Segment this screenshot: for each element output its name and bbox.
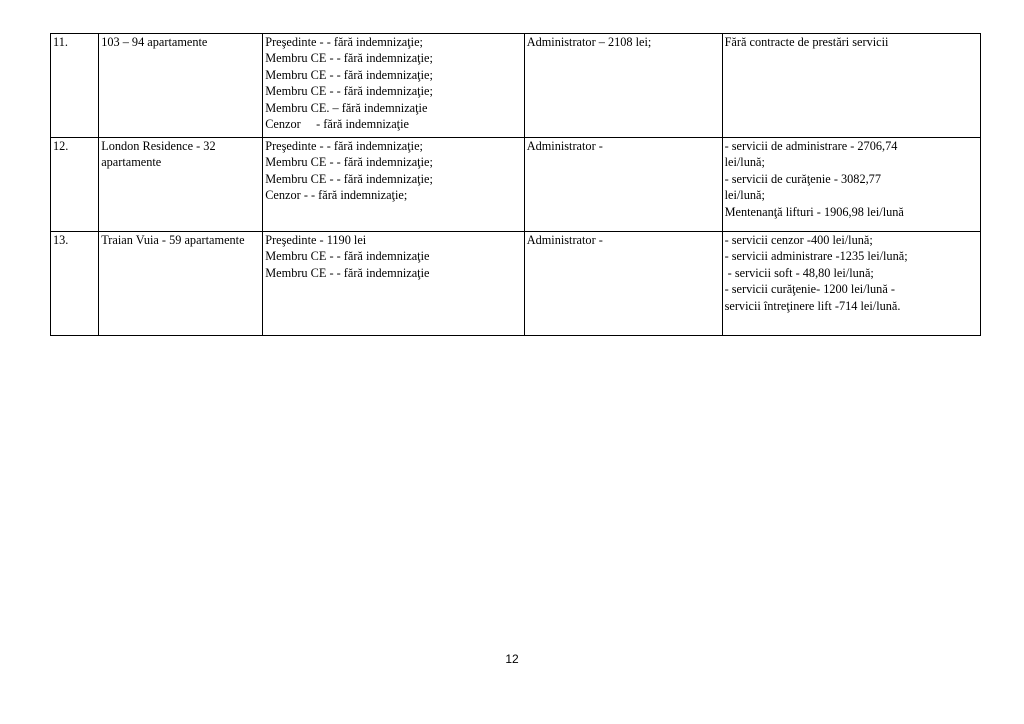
row-number: 11. [51,34,99,138]
board-line: Cenzor - - fără indemnizaţie; [265,188,408,203]
board-members [263,138,524,232]
service-contracts [722,34,980,138]
row-number: 12. [51,138,99,232]
board-line: Preşedinte - - fără indemnizaţie; [265,35,423,49]
row-number: 13. [51,232,99,336]
service-line: servicii întreţinere lift -714 lei/lună. [724,298,901,313]
service-line: - servicii cenzor -400 lei/lună; [724,233,873,247]
service-line: Fără contracte de prestări servicii [724,35,889,49]
table-row [51,232,981,336]
association-name: Traian Vuia - 59 apartamente [99,232,263,336]
service-line: - servicii soft - 48,80 lei/lună; [724,265,874,280]
table-row [51,34,981,138]
board-line: Membru CE - - fără indemnizaţie [265,265,430,280]
board-line: Membru CE. – fără indemnizaţie [265,100,428,115]
board-line: Preşedinte - - fără indemnizaţie; [265,139,423,153]
association-name: London Residence - 32 apartamente [99,138,263,232]
service-line: Mentenanţă lifturi - 1906,98 lei/lună [724,204,904,219]
board-members [263,232,524,336]
administrator: Administrator - [524,232,722,336]
board-line: Membru CE - - fără indemnizaţie; [265,67,433,82]
service-line: - servicii de administrare - 2706,74 [724,139,898,153]
administrator: Administrator - [524,138,722,232]
board-line: Membru CE - - fără indemnizaţie [265,249,430,264]
association-name: 103 – 94 apartamente [99,34,263,138]
service-contracts [722,138,980,232]
service-line: lei/lună; [724,155,765,170]
administrator: Administrator – 2108 lei; [524,34,722,138]
page-number: 12 [505,652,519,666]
service-line: - servicii de curăţenie - 3082,77 [724,171,881,186]
associations-table [50,33,981,336]
table-row [51,138,981,232]
board-line: Membru CE - - fără indemnizaţie; [265,84,433,99]
board-line: Membru CE - - fără indemnizaţie; [265,155,433,170]
board-line: Preşedinte - 1190 lei [265,233,367,247]
service-line: - servicii curăţenie- 1200 lei/lună - [724,282,895,297]
board-line: Cenzor - fără indemnizaţie [265,117,409,132]
service-contracts [722,232,980,336]
service-line: lei/lună; [724,188,765,203]
service-line: - servicii administrare -1235 lei/lună; [724,249,908,264]
board-line: Membru CE - - fără indemnizaţie; [265,171,433,186]
board-members [263,34,524,138]
board-line: Membru CE - - fără indemnizaţie; [265,51,433,66]
